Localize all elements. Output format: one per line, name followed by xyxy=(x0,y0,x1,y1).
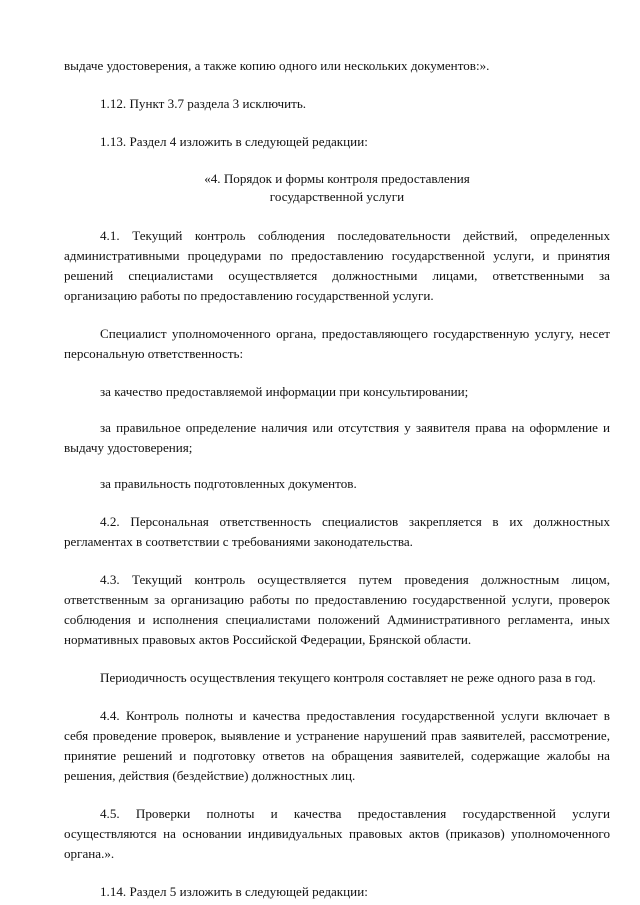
paragraph-4-3: 4.3. Текущий контроль осуществляется путем проведения должностным лицом, ответственным за организацию работы по предоставлению государственной услуги, проверок соблюдения и исполнения специалистами положений Административного регламента, иных нормативных правовых актов Российской Федерации, Брянской области. xyxy=(64,572,610,647)
paragraph-control-periodicity: Периодичность осуществления текущего контроля составляет не реже одного раза в год. xyxy=(100,670,596,685)
paragraph-item-1-13: 1.13. Раздел 4 изложить в следующей редакции: xyxy=(100,134,368,149)
paragraph-continuation: выдаче удостоверения, а также копию одного или нескольких документов:». xyxy=(64,58,490,73)
list-item-information-quality: за качество предоставляемой информации при консультировании; xyxy=(100,384,469,399)
paragraph-4-5: 4.5. Проверки полноты и качества предоставления государственной услуги осуществляются на основании индивидуальных правовых актов (приказов) уполномоченного органа.». xyxy=(64,806,610,861)
paragraph-4-2: 4.2. Персональная ответственность специалистов закрепляется в их должностных регламентах в соответствии с требованиями законодательства. xyxy=(64,514,610,549)
section-heading-line-2: государственной услуги xyxy=(269,189,405,204)
paragraph-specialist-responsibility: Специалист уполномоченного органа, предоставляющего государственную услугу, несет персональную ответственность: xyxy=(64,326,610,361)
list-item-right-determination: за правильное определение наличия или отсутствия у заявителя права на оформление и выдачу удостоверения; xyxy=(64,420,610,455)
list-item-documents-correctness: за правильность подготовленных документов. xyxy=(100,476,357,491)
section-heading-line-1: «4. Порядок и формы контроля предоставления xyxy=(204,171,470,186)
paragraph-item-1-14: 1.14. Раздел 5 изложить в следующей редакции: xyxy=(100,884,368,899)
paragraph-4-4: 4.4. Контроль полноты и качества предоставления государственной услуги включает в себя проведение проверок, выявление и устранение нарушений прав заявителей, рассмотрение, принятие решений и подготовку ответов на обращения заявителей, содержащие жалобы на решения, действия (бездействие) должностных лиц. xyxy=(64,708,610,783)
paragraph-4-1: 4.1. Текущий контроль соблюдения последовательности действий, определенных административными процедурами по предоставлению государственной услуги, и принятия решений специалистами осуществляется должностными лицами, ответственными за организацию работы по предоставлению государственной услуги. xyxy=(64,228,610,303)
section-heading xyxy=(64,170,610,206)
paragraph-item-1-12: 1.12. Пункт 3.7 раздела 3 исключить. xyxy=(100,96,307,111)
